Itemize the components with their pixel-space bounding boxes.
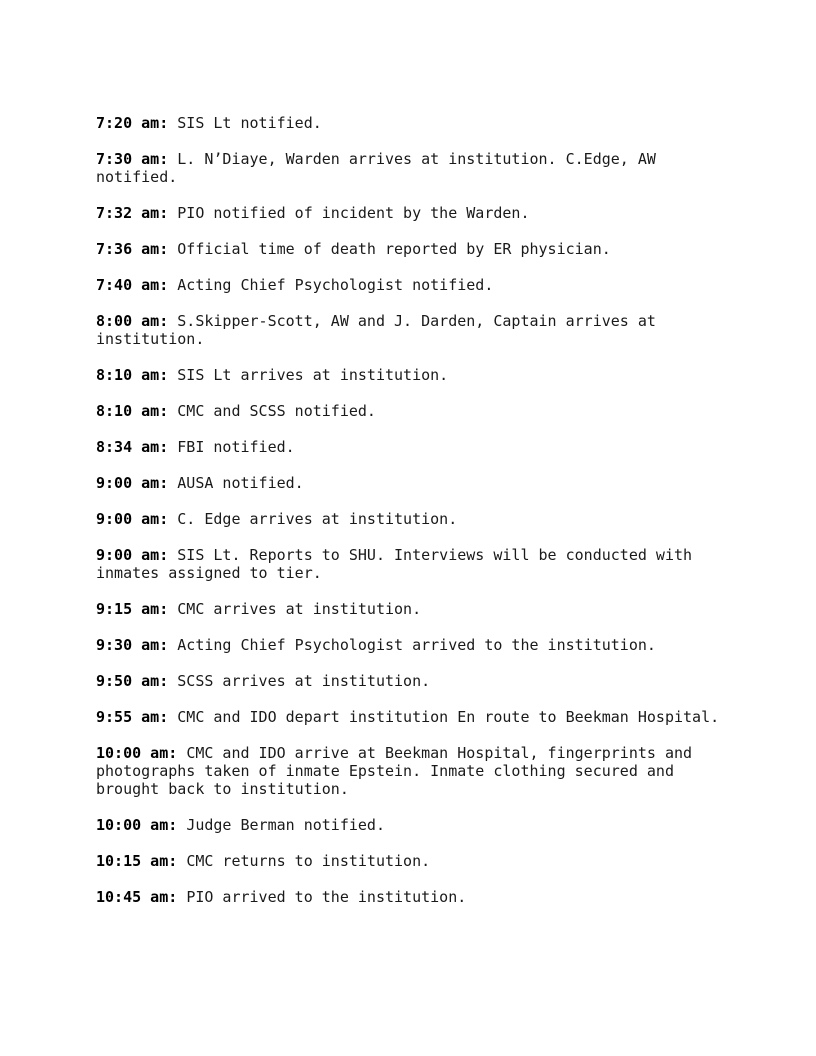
timeline-entry	[96, 402, 736, 420]
entry-time: 7:36 am:	[96, 240, 169, 258]
entry-text: Official time of death reported by ER physician.	[177, 240, 611, 258]
entry-time: 7:30 am:	[96, 150, 169, 168]
timeline-entry	[96, 438, 736, 456]
timeline-entry	[96, 510, 736, 528]
entry-time: 9:15 am:	[96, 600, 169, 618]
timeline-entry	[96, 150, 736, 186]
entry-time: 8:10 am:	[96, 402, 169, 420]
timeline-entry	[96, 636, 736, 654]
entry-time: 7:40 am:	[96, 276, 169, 294]
entry-text: SCSS arrives at institution.	[177, 672, 431, 690]
entry-text: C. Edge arrives at institution.	[177, 510, 458, 528]
timeline-entry	[96, 114, 736, 132]
entry-time: 8:10 am:	[96, 366, 169, 384]
entry-time: 9:00 am:	[96, 474, 169, 492]
timeline-entry	[96, 600, 736, 618]
timeline-entry	[96, 240, 736, 258]
entry-time: 9:55 am:	[96, 708, 169, 726]
entry-time: 10:45 am:	[96, 888, 178, 906]
entry-time: 9:50 am:	[96, 672, 169, 690]
timeline-entry	[96, 672, 736, 690]
entry-text: SIS Lt notified.	[177, 114, 322, 132]
timeline-entry	[96, 852, 736, 870]
entry-text: PIO arrived to the institution.	[186, 888, 467, 906]
entry-time: 7:20 am:	[96, 114, 169, 132]
entry-text: CMC returns to institution.	[186, 852, 431, 870]
timeline-entry	[96, 546, 736, 582]
entry-time: 8:00 am:	[96, 312, 169, 330]
entry-time: 10:00 am:	[96, 816, 178, 834]
entry-text: CMC arrives at institution.	[177, 600, 422, 618]
entry-time: 10:00 am:	[96, 744, 178, 762]
entry-text: S.Skipper-Scott, AW and J. Darden, Captain arrives at institution.	[96, 312, 656, 348]
entry-time: 10:15 am:	[96, 852, 178, 870]
entry-text: CMC and IDO arrive at Beekman Hospital, fingerprints and photographs taken of inmate Epstein. Inmate clothing secured and brought back to institution.	[96, 744, 693, 798]
entry-time: 9:00 am:	[96, 510, 169, 528]
timeline-entry	[96, 708, 736, 726]
entry-text: SIS Lt. Reports to SHU. Interviews will be conducted with inmates assigned to tier.	[96, 546, 693, 582]
entry-text: L. N’Diaye, Warden arrives at institution. C.Edge, AW notified.	[96, 150, 656, 186]
timeline-entry	[96, 276, 736, 294]
entry-text: Acting Chief Psychologist notified.	[177, 276, 494, 294]
timeline-entry	[96, 312, 736, 348]
entry-time: 9:00 am:	[96, 546, 169, 564]
timeline-entry	[96, 744, 736, 798]
entry-time: 7:32 am:	[96, 204, 169, 222]
timeline-entry	[96, 204, 736, 222]
entry-text: AUSA notified.	[177, 474, 304, 492]
entry-text: CMC and SCSS notified.	[177, 402, 376, 420]
timeline-entry	[96, 816, 736, 834]
timeline-entry	[96, 366, 736, 384]
entry-text: Acting Chief Psychologist arrived to the institution.	[177, 636, 656, 654]
entry-text: SIS Lt arrives at institution.	[177, 366, 449, 384]
entry-text: PIO notified of incident by the Warden.	[177, 204, 530, 222]
entry-text: Judge Berman notified.	[186, 816, 385, 834]
entry-time: 8:34 am:	[96, 438, 169, 456]
timeline-document	[96, 114, 736, 924]
entry-text: FBI notified.	[177, 438, 295, 456]
entry-time: 9:30 am:	[96, 636, 169, 654]
entry-text: CMC and IDO depart institution En route to Beekman Hospital.	[177, 708, 720, 726]
timeline-entry	[96, 474, 736, 492]
timeline-entry	[96, 888, 736, 906]
